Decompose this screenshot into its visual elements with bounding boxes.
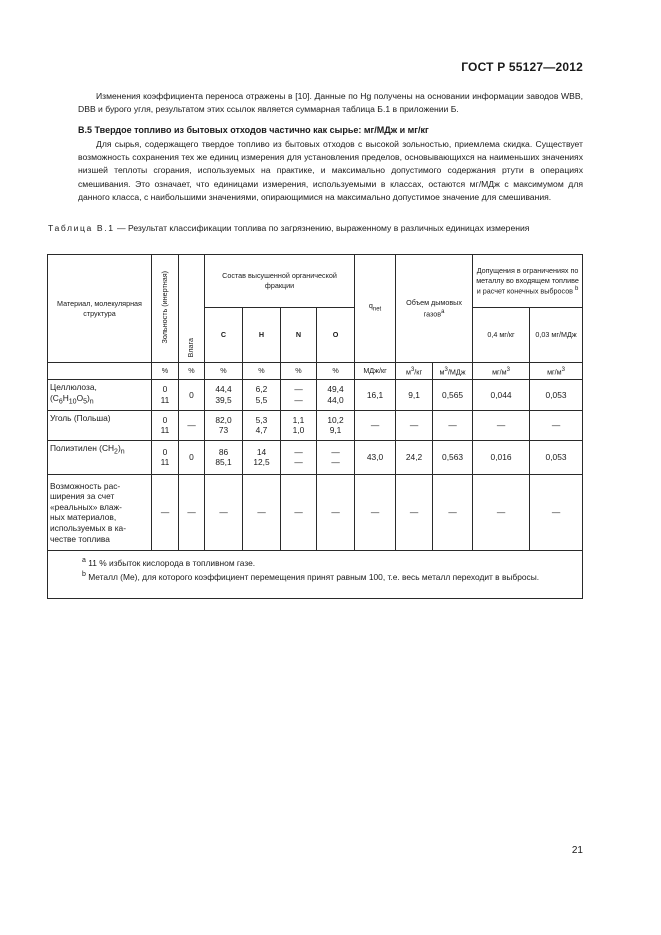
cell-p1: — (473, 474, 530, 550)
header-n: N (281, 308, 317, 363)
row-cellulose-name (48, 380, 152, 411)
cell-moisture: — (179, 410, 205, 440)
row-polyethylene-name (48, 440, 152, 474)
header-volume-sup: a (441, 308, 445, 315)
row-expansion-name (48, 474, 152, 550)
header-ash (152, 255, 179, 363)
cell-value: 4,7 (255, 425, 268, 436)
cell-value: 10,2 (327, 414, 344, 425)
unit-vol2-base: м (439, 366, 445, 376)
header-volume (396, 255, 473, 363)
footnote-b (54, 569, 576, 583)
cell-vol2: — (433, 474, 473, 550)
footnote-a (54, 555, 576, 569)
cell-value: 5,3 (255, 414, 268, 425)
header-moisture-text: Влага (186, 337, 196, 358)
cell-qnet: 16,1 (355, 380, 396, 411)
cell-o (317, 380, 355, 411)
cell-ash (152, 440, 179, 474)
cell-p1: — (473, 410, 530, 440)
paragraph-1 (78, 90, 583, 116)
cell-moisture: — (179, 474, 205, 550)
table-caption (48, 222, 583, 234)
unit-o: % (317, 363, 355, 380)
unit-vol1-sup: 3 (410, 366, 415, 373)
table-caption-text: — Результат классификации топлива по загрязнению, выраженному в различных единицах измерения (114, 223, 530, 233)
cell-value: 12,5 (253, 457, 270, 468)
cell-value: — (331, 457, 340, 468)
cell-value: 73 (218, 425, 229, 436)
cell-value: — (294, 446, 303, 457)
cell-value: — (294, 457, 303, 468)
formula-part: Полиэтилен (CH (50, 442, 115, 453)
paragraph-2-text: Для сырья, содержащего твердое топливо из бытовых отходов с высокой зольностью, приемлема скидка. Существует возможность сохранения тех же единиц измерения для установления пределов, основывающихся на наименьших значениях низшей теплоты сгорания, используемых на практике, и максимально допустимого содержания ртути в операциях смешивания. Это означает, что единицами измерения, используемыми в классах, остаются мг/МДж с максимумом для данного класса, с наибольшими значениями, опирающимися на максимально допустимое значение для смешивания. (78, 139, 583, 202)
header-h: H (243, 308, 281, 363)
cell-vol2: — (433, 410, 473, 440)
cell-line: ных материалов, (50, 512, 117, 523)
formula-part: H (62, 392, 69, 403)
unit-p2 (530, 363, 583, 380)
cell-value: — (294, 384, 303, 395)
table-caption-prefix: Таблица В.1 (48, 223, 115, 233)
cell-value: 1,1 (292, 414, 305, 425)
unit-p2-base: мг/м (547, 366, 562, 376)
formula-part: O (76, 392, 84, 403)
formula-sub: 2 (114, 448, 118, 456)
cell-h: — (243, 474, 281, 550)
cell-c: — (205, 474, 243, 550)
cell-qnet: 43,0 (355, 440, 396, 474)
classification-table (47, 254, 583, 599)
unit-vol1 (396, 363, 433, 380)
unit-material (48, 363, 152, 380)
cell-value: 14 (256, 446, 267, 457)
header-permissible-text: Допущения в ограничениях по металлу во входящем топливе и расчет конечных выбросов (476, 265, 579, 296)
cell-vol1: — (396, 410, 433, 440)
unit-c: % (205, 363, 243, 380)
cell-o: — (317, 474, 355, 550)
cell-value: 5,5 (255, 394, 268, 405)
unit-p1-sup: 3 (506, 366, 510, 373)
cell-h (243, 380, 281, 411)
cell-vol1: 9,1 (396, 380, 433, 411)
cell-p2: 0,053 (530, 440, 583, 474)
cell-value: 6,2 (255, 384, 268, 395)
footnote-cell (48, 550, 583, 598)
table-row (48, 410, 583, 440)
cell-ash (152, 410, 179, 440)
cell-value: 82,0 (215, 414, 232, 425)
cell-c (205, 410, 243, 440)
cell-p2: 0,053 (530, 380, 583, 411)
cell-n (281, 380, 317, 411)
header-p2: 0,03 мг/МДж (530, 308, 583, 363)
header-o: O (317, 308, 355, 363)
table-row (48, 474, 583, 550)
row-cellulose-name-a: Целлюлоза, (50, 382, 97, 392)
header-qnet-sub: net (372, 306, 382, 313)
unit-h: % (243, 363, 281, 380)
cell-p2: — (530, 410, 583, 440)
cell-value: 39,5 (215, 394, 232, 405)
cell-vol2: 0,563 (433, 440, 473, 474)
row-coal-name: Уголь (Польша) (48, 410, 152, 440)
cell-ash (152, 380, 179, 411)
paragraph-1-text: Изменения коэффициента переноса отражены в [10]. Данные по Hg получены на основании информации заводов WBB, DBB и бурого угля, результатом этих ссылок является суммарная таблица Б.1 в приложении Б. (78, 91, 583, 115)
cell-h (243, 410, 281, 440)
unit-p1 (473, 363, 530, 380)
cell-vol2: 0,565 (433, 380, 473, 411)
header-c: C (205, 308, 243, 363)
table-row (48, 380, 583, 411)
cell-p2: — (530, 474, 583, 550)
unit-n: % (281, 363, 317, 380)
formula-part: ) (117, 442, 121, 453)
cell-line: используемых в ка- (50, 522, 126, 533)
cell-n (281, 440, 317, 474)
header-volume-text: Объем дымовых газов (406, 298, 462, 319)
cell-vol1: 24,2 (396, 440, 433, 474)
header-material: Материал, молекулярная структура (48, 255, 152, 363)
cell-value: 0 (162, 384, 168, 395)
paragraph-2 (78, 138, 583, 204)
formula-sub: n (89, 398, 94, 406)
formula-sub: 5 (83, 398, 87, 406)
header-moisture (179, 255, 205, 363)
unit-vol1-base: м (406, 366, 411, 376)
cell-value: 0 (162, 414, 168, 425)
formula-sub: n (120, 448, 125, 456)
cell-value: 9,1 (329, 425, 342, 436)
cell-p1: 0,016 (473, 440, 530, 474)
cell-vol1: — (396, 474, 433, 550)
table-row (48, 440, 583, 474)
cell-qnet: — (355, 410, 396, 440)
cell-value: 11 (160, 394, 170, 405)
table-footnotes (48, 550, 583, 598)
header-permissible (473, 255, 583, 308)
cell-value: 44,0 (327, 394, 344, 405)
formula-sub: 6 (58, 398, 63, 406)
unit-vol1-tail: /кг (414, 366, 423, 376)
cell-value: 86 (218, 446, 229, 457)
header-qnet (355, 255, 396, 363)
cell-n: — (281, 474, 317, 550)
formula-sub: 10 (68, 398, 77, 406)
footnote-mark: a (82, 556, 86, 564)
cell-value: — (331, 446, 340, 457)
formula-part: (C (50, 392, 59, 403)
header-ash-text: Зольность (инертная) (159, 270, 169, 344)
cell-value: 85,1 (215, 457, 232, 468)
unit-moisture: % (179, 363, 205, 380)
unit-qnet: МДж/кг (355, 363, 396, 380)
cell-moisture: 0 (179, 440, 205, 474)
cell-value: 1,0 (292, 425, 305, 436)
footnote-text: Металл (Ме), для которого коэффициент перемещения принят равным 100, т.е. весь металл переходит в выбросы. (85, 572, 540, 583)
cell-n (281, 410, 317, 440)
unit-p1-base: мг/м (492, 366, 507, 376)
section-title: В.5 Твердое топливо из бытовых отходов частично как сырье: мг/МДж и мг/кг (78, 125, 429, 135)
footnote-mark: b (82, 571, 86, 579)
unit-vol2-sup: 3 (444, 366, 448, 373)
cell-value: — (294, 394, 303, 405)
cell-ash: — (152, 474, 179, 550)
cell-c (205, 440, 243, 474)
cell-moisture: 0 (179, 380, 205, 411)
cell-o (317, 440, 355, 474)
footnote-text: 11 % избыток кислорода в топливном газе. (85, 557, 256, 568)
header-permissible-sup: b (575, 286, 579, 293)
unit-vol2 (433, 363, 473, 380)
header-p1: 0,4 мг/кг (473, 308, 530, 363)
cell-value: 0 (162, 446, 168, 457)
cell-line: честве топлива (50, 533, 110, 544)
unit-ash: % (152, 363, 179, 380)
document-header: ГОСТ Р 55127—2012 (461, 60, 583, 74)
cell-line: «реальных» влаж- (50, 501, 122, 512)
cell-o (317, 410, 355, 440)
page-number: 21 (571, 845, 583, 856)
header-qnet-base: q (368, 301, 373, 311)
formula-part: ) (86, 392, 90, 403)
cell-p1: 0,044 (473, 380, 530, 411)
cell-value: 44,4 (215, 384, 232, 395)
cell-qnet: — (355, 474, 396, 550)
cell-value: 11 (160, 425, 170, 436)
cell-line: Возможность рас- (50, 480, 121, 491)
cell-c (205, 380, 243, 411)
header-composition: Состав высушенной органической фракции (205, 255, 355, 308)
cell-h (243, 440, 281, 474)
cell-line: ширения за счет (50, 491, 115, 502)
cell-value: 11 (160, 457, 170, 468)
cell-value: 49,4 (327, 384, 344, 395)
unit-p2-sup: 3 (561, 366, 565, 373)
unit-vol2-tail: /МДж (447, 366, 466, 376)
